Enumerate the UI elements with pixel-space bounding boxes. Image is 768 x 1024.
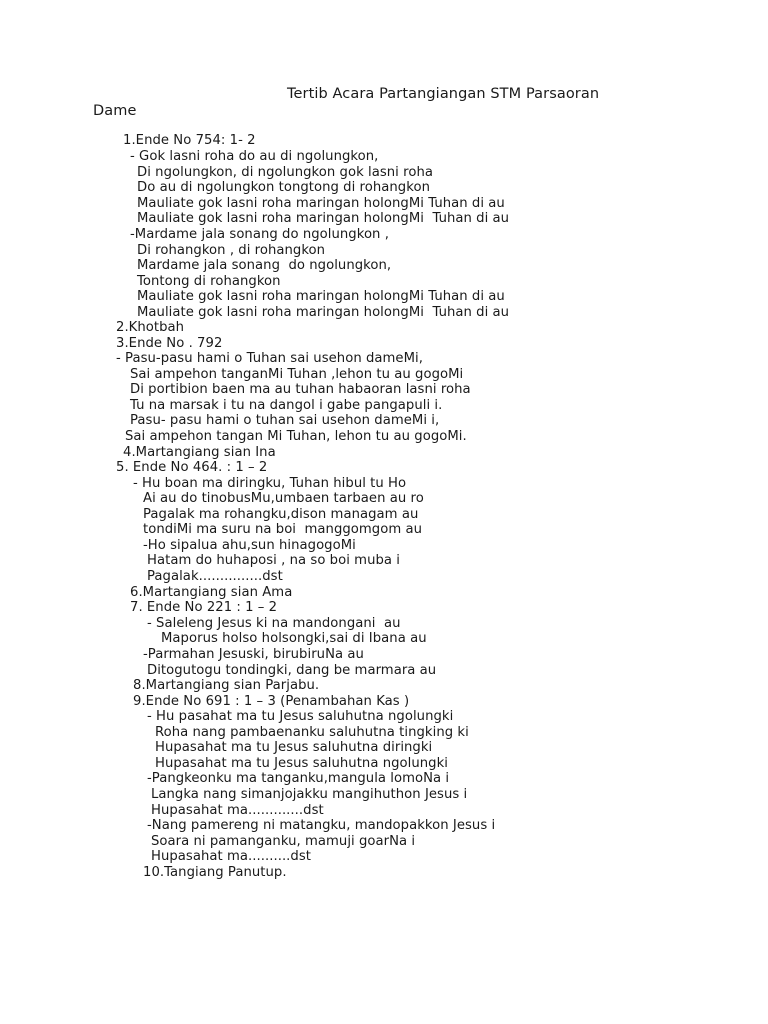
hymn-verse-line: tondiMi ma suru na boi manggomgom au — [143, 522, 423, 537]
hymn-verse-line: Ai au do tinobusMu,umbaen tarbaen au ro — [143, 491, 424, 506]
hymn-verse-line: -Parmahan Jesuski, birubiruNa au — [143, 647, 364, 662]
hymn-verse-line: Ditogutogu tondingki, dang be marmara au — [147, 663, 437, 678]
agenda-item-5: 5. Ende No 464. : 1 – 2 — [116, 460, 268, 475]
agenda-item-8: 8.Martangiang sian Parjabu. — [133, 678, 320, 693]
agenda-item-4: 4.Martangiang sian Ina — [123, 445, 276, 460]
agenda-item-2: 2.Khotbah — [116, 320, 185, 335]
hymn-verse-line: Do au di ngolungkon tongtong di rohangkon — [137, 180, 430, 195]
hymn-verse-line: Mauliate gok lasni roha maringan holongMi Tuhan di au — [137, 196, 505, 211]
agenda-item-1: 1.Ende No 754: 1- 2 — [123, 133, 256, 148]
hymn-verse-line: Di ngolungkon, di ngolungkon gok lasni roha — [137, 165, 433, 180]
hymn-verse-line: - Hu pasahat ma tu Jesus saluhutna ngolungki — [147, 709, 454, 724]
hymn-verse-line: - Pasu-pasu hami o Tuhan sai usehon dameMi, — [116, 351, 423, 366]
agenda-item-10: 10.Tangiang Panutup. — [143, 865, 287, 880]
agenda-item-7: 7. Ende No 221 : 1 – 2 — [130, 600, 278, 615]
hymn-verse-line: Maporus holso holsongki,sai di Ibana au — [161, 631, 427, 646]
hymn-verse-line: -Nang pamereng ni matangku, mandopakkon Jesus i — [147, 818, 496, 833]
hymn-verse-line: Mauliate gok lasni roha maringan holongMi Tuhan di au — [137, 211, 510, 226]
hymn-verse-line: Tontong di rohangkon — [137, 274, 281, 289]
hymn-verse-line: - Gok lasni roha do au di ngolungkon, — [130, 149, 379, 164]
hymn-verse-line: Pasu- pasu hami o tuhan sai usehon dameMi i, — [130, 413, 440, 428]
hymn-verse-line: Sai ampehon tanganMi Tuhan ,lehon tu au gogoMi — [130, 367, 464, 382]
document-title: Tertib Acara Partangiangan STM Parsaoran — [287, 86, 600, 102]
hymn-verse-line: - Saleleng Jesus ki na mandongani au — [147, 616, 401, 631]
hymn-verse-line: Di portibion baen ma au tuhan habaoran lasni roha — [130, 382, 471, 397]
hymn-verse-line: Hupasahat ma tu Jesus saluhutna ngolungki — [155, 756, 449, 771]
hymn-verse-line: Mauliate gok lasni roha maringan holongMi Tuhan di au — [137, 305, 510, 320]
hymn-verse-line: Langka nang simanjojakku mangihuthon Jesus i — [151, 787, 468, 802]
document-title-continuation: Dame — [93, 103, 137, 119]
hymn-verse-line: Pagalak ma rohangku,dison managam au — [143, 507, 419, 522]
hymn-verse-line: Mauliate gok lasni roha maringan holongMi Tuhan di au — [137, 289, 505, 304]
hymn-verse-line: -Mardame jala sonang do ngolungkon , — [130, 227, 389, 242]
agenda-item-9: 9.Ende No 691 : 1 – 3 (Penambahan Kas ) — [133, 694, 410, 709]
hymn-verse-line: Soara ni pamanganku, mamuji goarNa i — [151, 834, 416, 849]
hymn-verse-line: - Hu boan ma diringku, Tuhan hibul tu Ho — [133, 476, 407, 491]
hymn-verse-line: -Pangkeonku ma tanganku,mangula lomoNa i — [147, 771, 450, 786]
hymn-verse-line: Di rohangkon , di rohangkon — [137, 243, 326, 258]
hymn-verse-line: Mardame jala sonang do ngolungkon, — [137, 258, 392, 273]
hymn-verse-line: Hupasahat ma..........dst — [151, 849, 311, 864]
hymn-verse-line: Hatam do huhaposi , na so boi muba i — [147, 553, 400, 568]
hymn-verse-line: Pagalak...............dst — [147, 569, 283, 584]
hymn-verse-line: Roha nang pambaenanku saluhutna tingking ki — [155, 725, 469, 740]
hymn-verse-line: Hupasahat ma tu Jesus saluhutna diringki — [155, 740, 433, 755]
hymn-verse-line: Hupasahat ma.............dst — [151, 803, 324, 818]
hymn-verse-line: Tu na marsak i tu na dangol i gabe pangapuli i. — [130, 398, 443, 413]
agenda-item-3: 3.Ende No . 792 — [116, 336, 223, 351]
hymn-verse-line: Sai ampehon tangan Mi Tuhan, lehon tu au gogoMi. — [125, 429, 467, 444]
hymn-verse-line: -Ho sipalua ahu,sun hinagogoMi — [143, 538, 356, 553]
agenda-item-6: 6.Martangiang sian Ama — [130, 585, 293, 600]
